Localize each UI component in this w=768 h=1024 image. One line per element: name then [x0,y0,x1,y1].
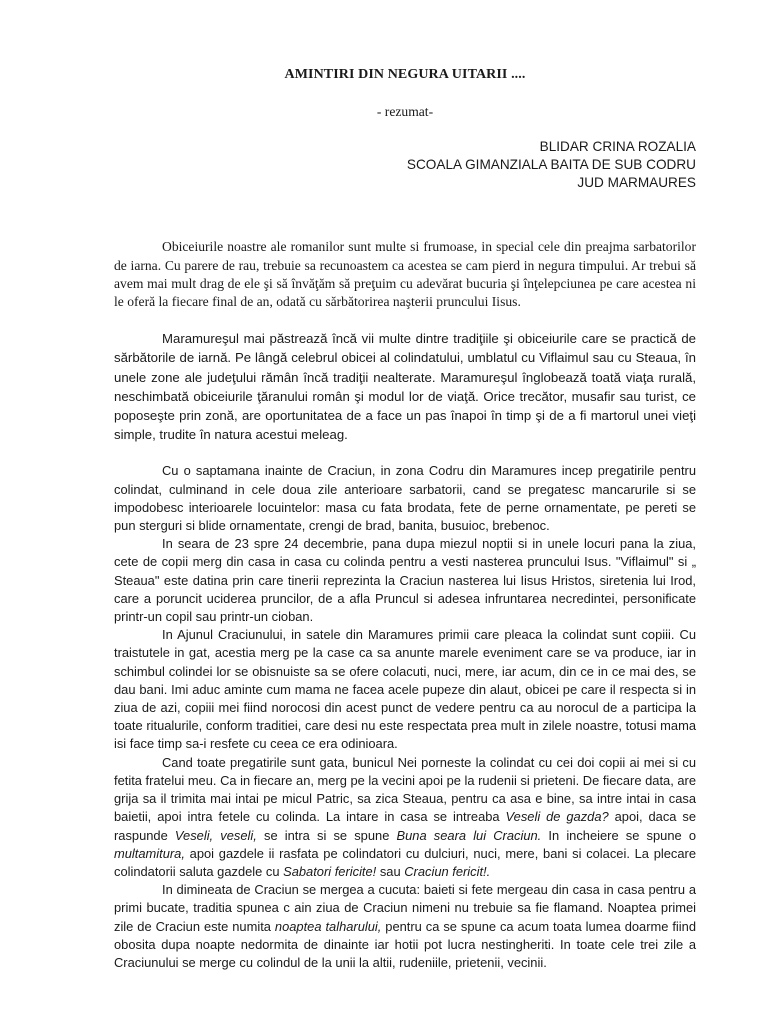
paragraph-6 [114,754,696,881]
paragraph-3: Cu o saptamana inainte de Craciun, in zona Codru din Maramures incep pregatirile pentru colindat, culminand in cele doua zile anterioare sarbatorii, cand se pregatesc mancarurile si se impodobesc interioarele locuintelor: masa cu fata brodata, fete de perne ornamentate, pe pereti se pun sterguri si blide ornamentate, crengi de brad, banita, busuioc, brebenoc. [114,463,696,534]
paragraph-6-text-f: sau [376,863,405,879]
paragraph-6-italic-4: multamitura, [114,845,185,861]
paragraph-7 [114,881,696,972]
paragraph-6-text-d: In incheiere se spune o [541,827,697,843]
paragraph-6-text-e: apoi gazdele ii rasfata pe colindatori cu dulciuri, nuci, mere, bani si colacei. La plecare colindatorii saluta gazdele cu [114,845,696,879]
paragraph-7-text-a: In dimineata de Craciun se mergea a cucuta: baieti si fete mergeau din casa in casa pentru a primi bucate, traditia spunea c ain ziua de Craciun nimeni nu trebuie sa fie flamand. Noaptea primei zile de Craciun este numita [114,882,696,934]
paragraph-6-text-c: se intra si se spune [256,827,397,843]
author-block [114,138,696,192]
paragraph-6-italic-2: Veseli, veseli, [174,827,257,843]
paragraph-7-text-b: pentru ca se spune ca acum toata lumea doarme fiind obosita dupa noapte nedormita de dinainte iar hotii pot lucra nestingheriti. In toate cele trei zile a Craciunului se merge cu colindul de la unii la altii, rudeniile, prietenii, vecinii. [114,918,696,970]
document-body [114,238,696,972]
paragraph-1: Obiceiurile noastre ale romanilor sunt multe si frumoase, in special cele din preajma sarbatorilor de iarna. Cu parere de rau, trebuie sa recunoastem ca acestea se cam pierd in negura timpului. Ar trebui să avem mai mult drag de ele şi să învăţăm să preţuim cu adevărat bucuria şi înţelepciunea pe care acestea ni le oferă la fiecare final de an, odată cu sărbătorirea naşterii pruncului Iisus. [114,239,696,310]
author-name: BLIDAR CRINA ROZALIA [539,139,696,155]
document-subtitle: - rezumat- [376,104,434,120]
paragraph-7-italic-1: noaptea talharului, [274,918,382,934]
paragraph-2: Maramureşul mai păstrează încă vii multe dintre tradiţiile şi obiceiurile care se practică de sărbătorile de iarnă. Pe lângă celebrul obicei al colindatului, umblatul cu Viflaimul sau cu Steaua, în unele zone ale judeţului rămân încă tradiţii nealterate. Maramureşul înglobează toată viaţa rurală, neschimbată obiceiurile ţăranului român şi modul lor de viaţă. Orice trecător, musafir sau turist, ce poposeşte prin zonă, are oportunitatea de a face un pas înapoi în timp şi de a fi martorul unei vieţi simple, trudite în natura acestui meleag. [114,331,696,443]
paragraph-5: In Ajunul Craciunului, in satele din Maramures primii care pleaca la colindat sunt copiii. Cu traistutele in gat, acestia merg pe la case ca sa anunte marele eveniment care se va produce, iar in schimbul colindei lor se obisnuiste sa se ofere colacuti, nuci, mere, iar acum, din ce in ce mai des, se dau bani. Imi aduc aminte cum mama ne facea acele pupeze din alaut, obicei pe care il respecta si in ziua de azi, copiii mei fiind norocosi din acest punct de vedere pentru ca au norocul de a participa la toate ritualurile, conform traditiei, care desi nu este respectata prea mult in zilele noastre, totusi mama isi face timp sa-i resfete cu ceea ce era odinioara. [114,627,696,752]
paragraph-6-text-b: apoi, daca se raspunde [114,809,697,843]
paragraph-6-italic-1: Veseli de gazda? [505,809,609,825]
paragraph-6-italic-5: Sabatori fericite! [283,863,377,879]
author-county: JUD MARMAURES [577,175,696,191]
paragraph-4: In seara de 23 spre 24 decembrie, pana dupa miezul noptii si in unele locuri pana la ziua, cete de copii merg din casa in casa cu colinda pentru a vesti nasterea pruncului Isus. "Viflaimul" si „ Steaua" este datina prin care tinerii reprezinta la Craciun nasterea lui Iisus Hristos, siretenia lui Irod, care a poruncit uciderea pruncilor, de a afla Pruncul si adesea infruntarea necredintei, personificate printr-un copil sau printr-un cioban. [114,536,696,625]
author-school: SCOALA GIMANZIALA BAITA DE SUB CODRU [406,157,696,173]
paragraph-6-text-a: Cand toate pregatirile sunt gata, bunicul Nei porneste la colindat cu cei doi copii ai mei si cu fetita fratelui meu. Ca in fiecare an, merg pe la vecini apoi pe la rudenii si prieteni. De fiecare data, are grija sa il trimita mai intai pe micul Patric, sa zica Steaua, pentru ca asa e bine, sa intre intai in casa baietii, apoi intra fetele cu colinda. La intare in casa se intreaba [114,754,696,825]
paragraph-6-italic-3: Buna seara lui Craciun. [396,827,542,843]
paragraph-6-italic-6: Craciun fericit!. [404,863,491,879]
document-title: AMINTIRI DIN NEGURA UITARII .... [284,67,526,82]
